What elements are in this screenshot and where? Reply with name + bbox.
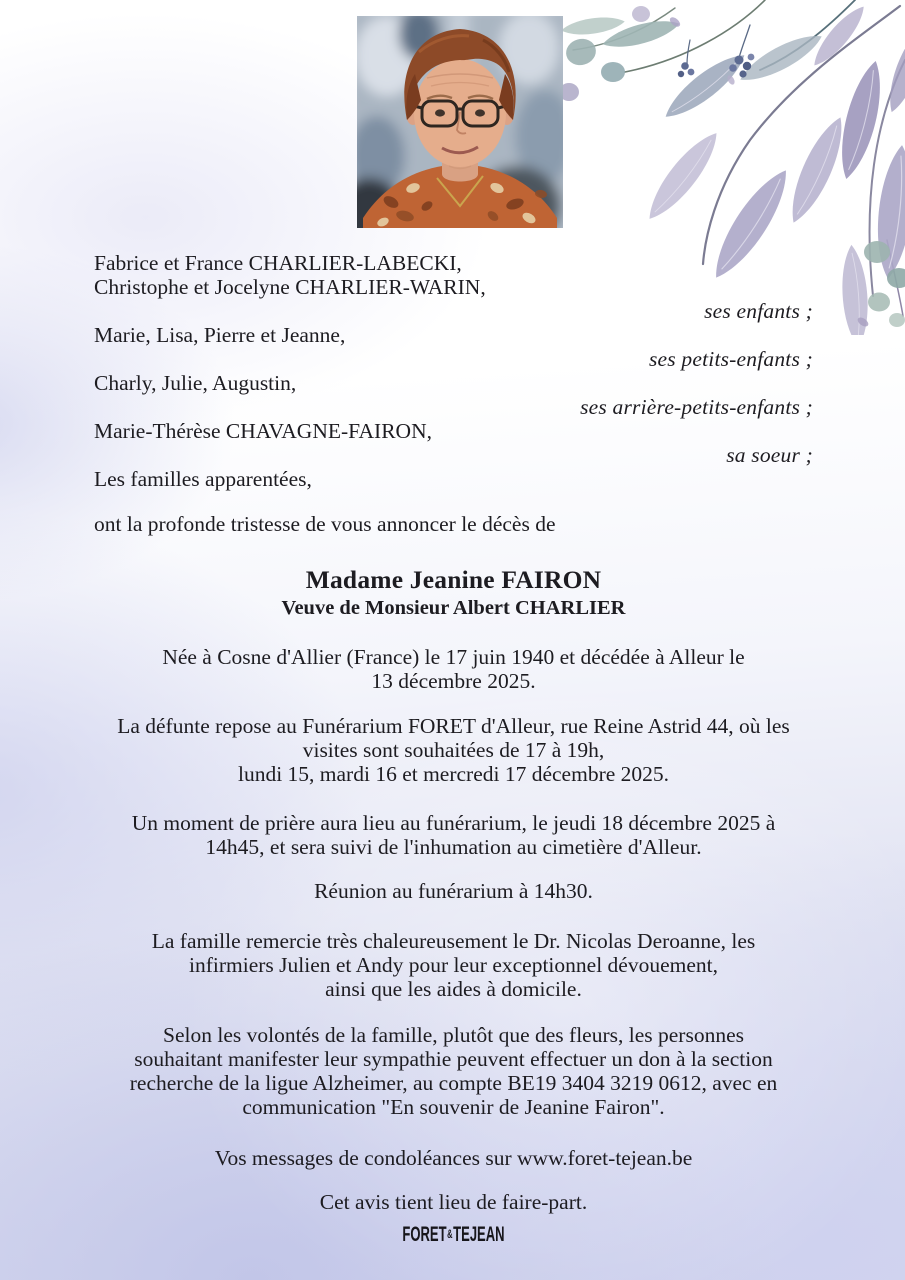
family-names-line: Les familles apparentées, (94, 467, 312, 491)
paragraph-line: Un moment de prière aura lieu au funérarium, le jeudi 18 décembre 2025 à (131, 811, 776, 835)
logo-part2: TEJEAN (453, 1223, 505, 1246)
paragraph-line: Née à Cosne d'Allier (France) le 17 juin 1940 et décédée à Alleur le (162, 645, 745, 669)
family-names-line: Marie, Lisa, Pierre et Jeanne, (94, 323, 346, 347)
portrait-photo (357, 16, 563, 228)
announcement-intro: ont la profonde tristesse de vous annoncer le décès de (94, 512, 556, 536)
paragraph-line: 14h45, et sera suivi de l'inhumation au cimetière d'Alleur. (205, 835, 702, 859)
meeting-paragraph (94, 879, 813, 903)
logo-part1: FORET (402, 1223, 447, 1246)
thanks-paragraph (94, 929, 813, 1001)
funeral-home-logo (231, 1223, 677, 1246)
paragraph-line: communication "En souvenir de Jeanine Fairon". (242, 1095, 665, 1119)
family-names-line: Marie-Thérèse CHAVAGNE-FAIRON, (94, 419, 432, 443)
paragraph-line: La famille remercie très chaleureusement le Dr. Nicolas Deroanne, les (151, 929, 756, 953)
visitation-paragraph (94, 714, 813, 786)
paragraph-line: 13 décembre 2025. (371, 669, 536, 693)
relation-label: sa soeur ; (726, 443, 813, 467)
family-names-line: Charly, Julie, Augustin, (94, 371, 297, 395)
deceased-name: Madame Jeanine FAIRON (305, 565, 602, 594)
paragraph-line: ainsi que les aides à domicile. (325, 977, 582, 1001)
portrait-illustration (357, 16, 563, 228)
announcement-content (94, 251, 813, 1246)
deceased-subtitle: Veuve de Monsieur Albert CHARLIER (281, 597, 626, 619)
relation-label: ses petits-enfants ; (648, 347, 813, 371)
paragraph-line: La défunte repose au Funérarium FORET d'Alleur, rue Reine Astrid 44, où les (117, 714, 790, 738)
paragraph-line: souhaitant manifester leur sympathie peuvent effectuer un don à la section (134, 1047, 773, 1071)
paragraph-line: infirmiers Julien et Andy pour leur exceptionnel dévouement, (189, 953, 718, 977)
relation-label: ses arrière-petits-enfants ; (580, 395, 813, 419)
paragraph-line: recherche de la ligue Alzheimer, au compte BE19 3404 3219 0612, avec en (129, 1071, 778, 1095)
paragraph-line: visites sont souhaitées de 17 à 19h, (302, 738, 605, 762)
paragraph-line: lundi 15, mardi 16 et mercredi 17 décembre 2025. (237, 762, 670, 786)
family-names-line: Christophe et Jocelyne CHARLIER-WARIN, (94, 275, 486, 299)
family-names-line: Fabrice et France CHARLIER-LABECKI, (94, 251, 462, 275)
paragraph-line: Cet avis tient lieu de faire-part. (319, 1190, 588, 1214)
notice-paragraph (94, 1190, 813, 1214)
family-list (94, 251, 813, 491)
paragraph-line: Selon les volontés de la famille, plutôt que des fleurs, les personnes (163, 1023, 744, 1047)
birth-death-paragraph (94, 645, 813, 693)
logo-ampersand: & (447, 1227, 453, 1241)
prayer-paragraph (94, 811, 813, 859)
paragraph-line: Réunion au funérarium à 14h30. (314, 879, 593, 903)
condolences-paragraph (94, 1146, 813, 1170)
condolences-website-line: Vos messages de condoléances sur www.foret-tejean.be (214, 1146, 693, 1170)
donation-paragraph (94, 1023, 813, 1119)
relation-label: ses enfants ; (704, 299, 813, 323)
